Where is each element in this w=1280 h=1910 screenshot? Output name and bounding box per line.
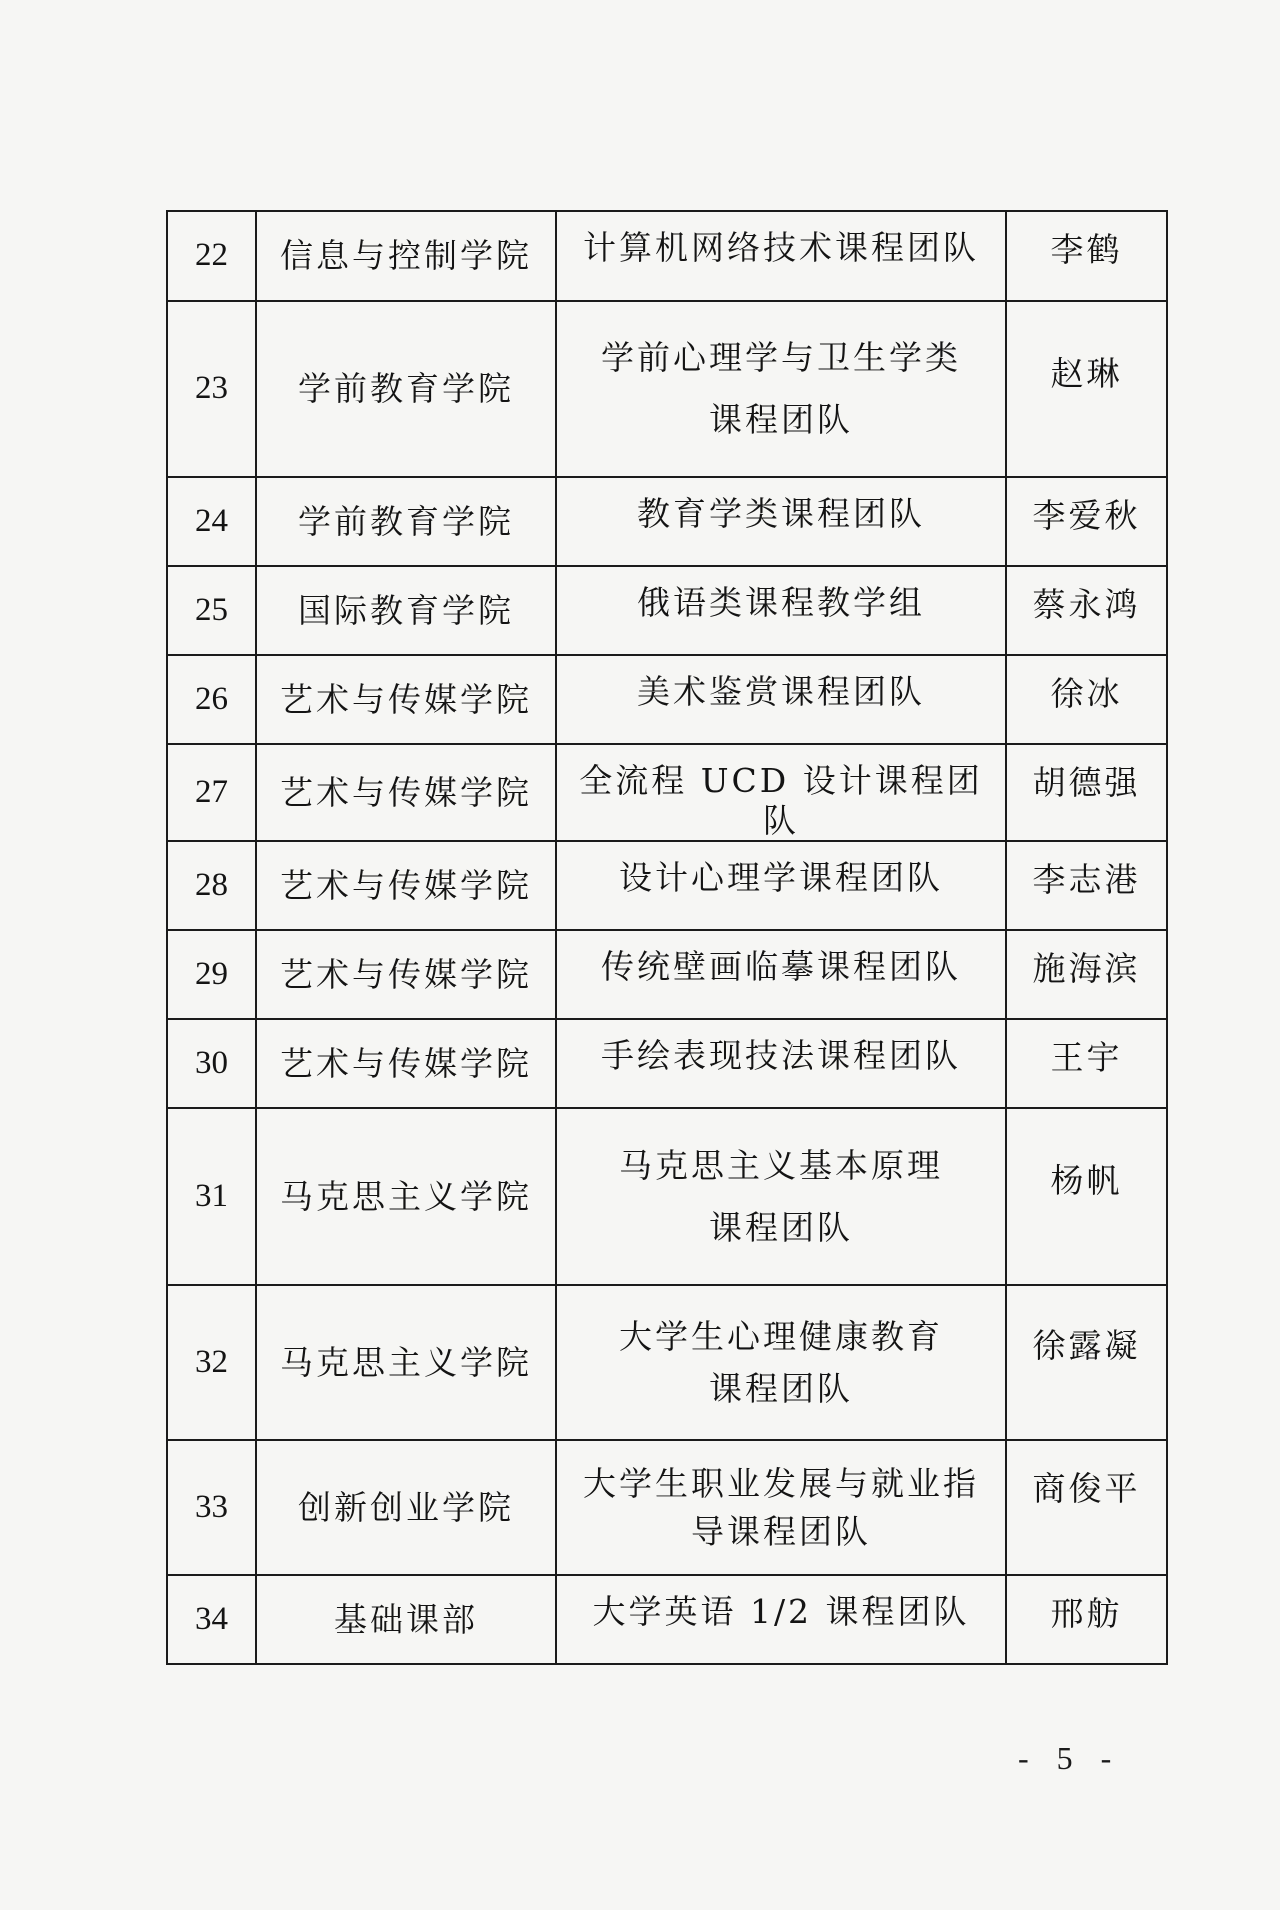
table-row — [167, 841, 1167, 930]
team-name-line: 学前心理学与卫生学类 — [601, 338, 961, 378]
team-name-line: 课程团队 — [709, 1207, 853, 1247]
row-number: 32 — [167, 1285, 256, 1440]
college-cell: 学前教育学院 — [256, 477, 556, 566]
leader-cell: 徐露凝 — [1006, 1285, 1167, 1440]
team-name-line: 传统壁画临摹课程团队 — [601, 947, 961, 987]
college-cell: 国际教育学院 — [256, 566, 556, 655]
team-name-line: 大学生职业发展与就业指 — [583, 1464, 979, 1504]
college-cell: 艺术与传媒学院 — [256, 1019, 556, 1108]
leader-cell: 商俊平 — [1006, 1440, 1167, 1575]
team-cell — [556, 211, 1006, 301]
team-name-line: 手绘表现技法课程团队 — [601, 1036, 961, 1076]
team-cell — [556, 1108, 1006, 1285]
team-name-line: 课程团队 — [709, 1368, 853, 1408]
college-cell: 创新创业学院 — [256, 1440, 556, 1575]
leader-cell: 徐冰 — [1006, 655, 1167, 744]
team-cell — [556, 477, 1006, 566]
row-number: 34 — [167, 1575, 256, 1664]
row-number: 23 — [167, 301, 256, 477]
leader-cell: 王宇 — [1006, 1019, 1167, 1108]
row-number: 27 — [167, 744, 256, 841]
team-name-line: 大学英语 1/2 课程团队 — [592, 1592, 970, 1632]
team-cell — [556, 930, 1006, 1019]
row-number: 22 — [167, 211, 256, 301]
row-number: 25 — [167, 566, 256, 655]
table-row — [167, 1440, 1167, 1575]
table-row — [167, 301, 1167, 477]
table-row — [167, 566, 1167, 655]
college-cell: 学前教育学院 — [256, 301, 556, 477]
row-number: 30 — [167, 1019, 256, 1108]
team-cell — [556, 566, 1006, 655]
leader-cell: 邢舫 — [1006, 1575, 1167, 1664]
team-name-line: 俄语类课程教学组 — [637, 583, 925, 622]
team-name-line: 计算机网络技术课程团队 — [583, 228, 979, 267]
table-row — [167, 655, 1167, 744]
table-row — [167, 930, 1167, 1019]
team-name-line: 导课程团队 — [691, 1511, 871, 1551]
team-cell — [556, 301, 1006, 477]
college-cell: 信息与控制学院 — [256, 211, 556, 301]
team-name-line: 大学生心理健康教育 — [619, 1317, 943, 1357]
team-cell — [556, 744, 1006, 841]
row-number: 24 — [167, 477, 256, 566]
course-team-table — [166, 210, 1168, 1665]
team-cell — [556, 1019, 1006, 1108]
leader-cell: 蔡永鸿 — [1006, 566, 1167, 655]
table-row — [167, 211, 1167, 301]
team-cell — [556, 1285, 1006, 1440]
row-number: 33 — [167, 1440, 256, 1575]
leader-cell: 李志港 — [1006, 841, 1167, 930]
row-number: 28 — [167, 841, 256, 930]
college-cell: 艺术与传媒学院 — [256, 930, 556, 1019]
team-cell — [556, 1440, 1006, 1575]
college-cell: 艺术与传媒学院 — [256, 655, 556, 744]
team-cell — [556, 1575, 1006, 1664]
college-cell: 艺术与传媒学院 — [256, 744, 556, 841]
table-row — [167, 1575, 1167, 1664]
team-name-line: 教育学类课程团队 — [637, 494, 925, 533]
table-row — [167, 1108, 1167, 1285]
row-number: 31 — [167, 1108, 256, 1285]
leader-cell: 胡德强 — [1006, 744, 1167, 841]
team-cell — [556, 841, 1006, 930]
team-name-line: 美术鉴赏课程团队 — [637, 672, 925, 711]
row-number: 26 — [167, 655, 256, 744]
college-cell: 马克思主义学院 — [256, 1108, 556, 1285]
leader-cell: 赵琳 — [1006, 301, 1167, 477]
leader-cell: 李爱秋 — [1006, 477, 1167, 566]
team-cell — [556, 655, 1006, 744]
team-name-line: 马克思主义基本原理 — [619, 1146, 943, 1186]
leader-cell: 李鹤 — [1006, 211, 1167, 301]
row-number: 29 — [167, 930, 256, 1019]
leader-cell: 杨帆 — [1006, 1108, 1167, 1285]
college-cell: 基础课部 — [256, 1575, 556, 1664]
college-cell: 马克思主义学院 — [256, 1285, 556, 1440]
leader-cell: 施海滨 — [1006, 930, 1167, 1019]
team-name-line: 全流程 UCD 设计课程团队 — [579, 761, 983, 840]
college-cell: 艺术与传媒学院 — [256, 841, 556, 930]
table-row — [167, 477, 1167, 566]
table-row — [167, 744, 1167, 841]
table-row — [167, 1285, 1167, 1440]
page-number: - 5 - — [1018, 1740, 1122, 1776]
table-row — [167, 1019, 1167, 1108]
team-name-line: 设计心理学课程团队 — [619, 858, 943, 898]
team-name-line: 课程团队 — [709, 400, 853, 439]
